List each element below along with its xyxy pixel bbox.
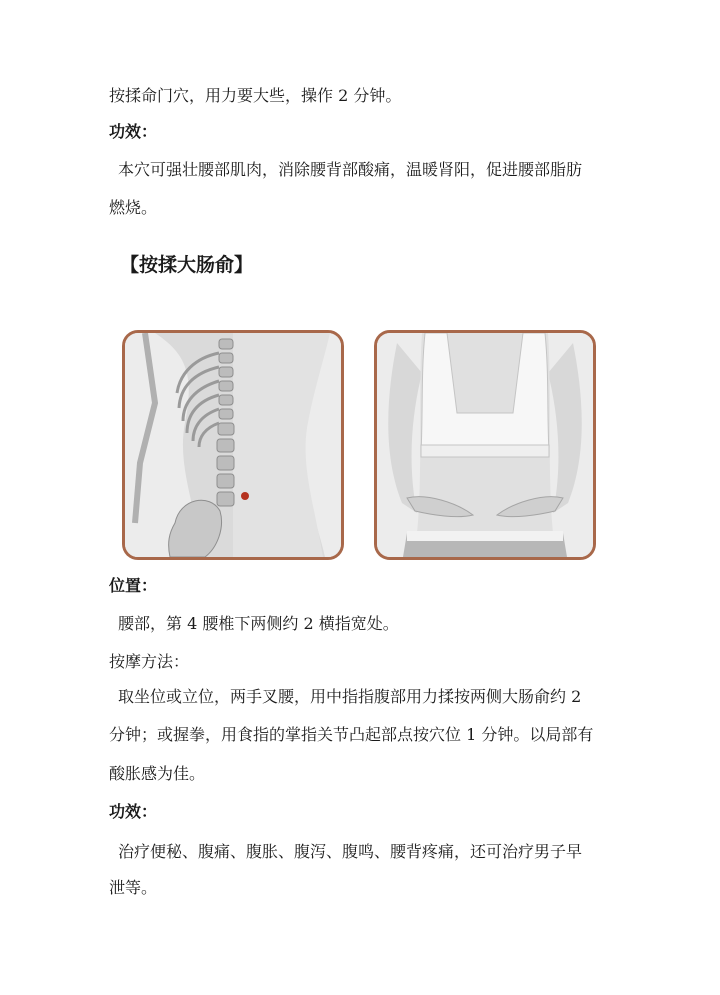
method-text-line2: 分钟；或握拳，用食指的掌指关节凸起部点按穴位 1 分钟。以局部有: [109, 725, 594, 744]
position-text: 腰部，第 4 腰椎下两侧约 2 横指宽处。: [118, 614, 399, 633]
effect-heading-1: 功效：: [109, 122, 158, 141]
hands-on-waist-icon: [377, 333, 593, 557]
section-title: 【按揉大肠俞】: [120, 254, 254, 276]
effect-text-1-line1: 本穴可强壮腰部肌肉，消除腰背部酸痛，温暖肾阳，促进腰部脂肪: [118, 160, 583, 179]
method-text-line3: 酸胀感为佳。: [109, 764, 206, 783]
hands-on-waist-illustration: [374, 330, 596, 560]
effect-text-2-line1: 治疗便秘、腹痛、腹胀、腹泻、腹鸣、腰背疼痛，还可治疗男子早: [118, 842, 583, 861]
acupoint-marker: [241, 492, 249, 500]
effect-text-2-line2: 泄等。: [109, 878, 158, 897]
position-heading: 位置：: [109, 576, 158, 595]
method-heading: 按摩方法：: [109, 652, 190, 671]
instruction-text: 按揉命门穴，用力要大些，操作 2 分钟。: [109, 86, 402, 105]
method-text-line1: 取坐位或立位，两手叉腰，用中指指腹部用力揉按两侧大肠俞约 2: [118, 687, 582, 706]
effect-text-1-line2: 燃烧。: [109, 198, 158, 217]
effect-heading-2: 功效：: [109, 802, 158, 821]
skeleton-back-illustration: [122, 330, 344, 560]
skeleton-back-icon: [125, 333, 341, 557]
